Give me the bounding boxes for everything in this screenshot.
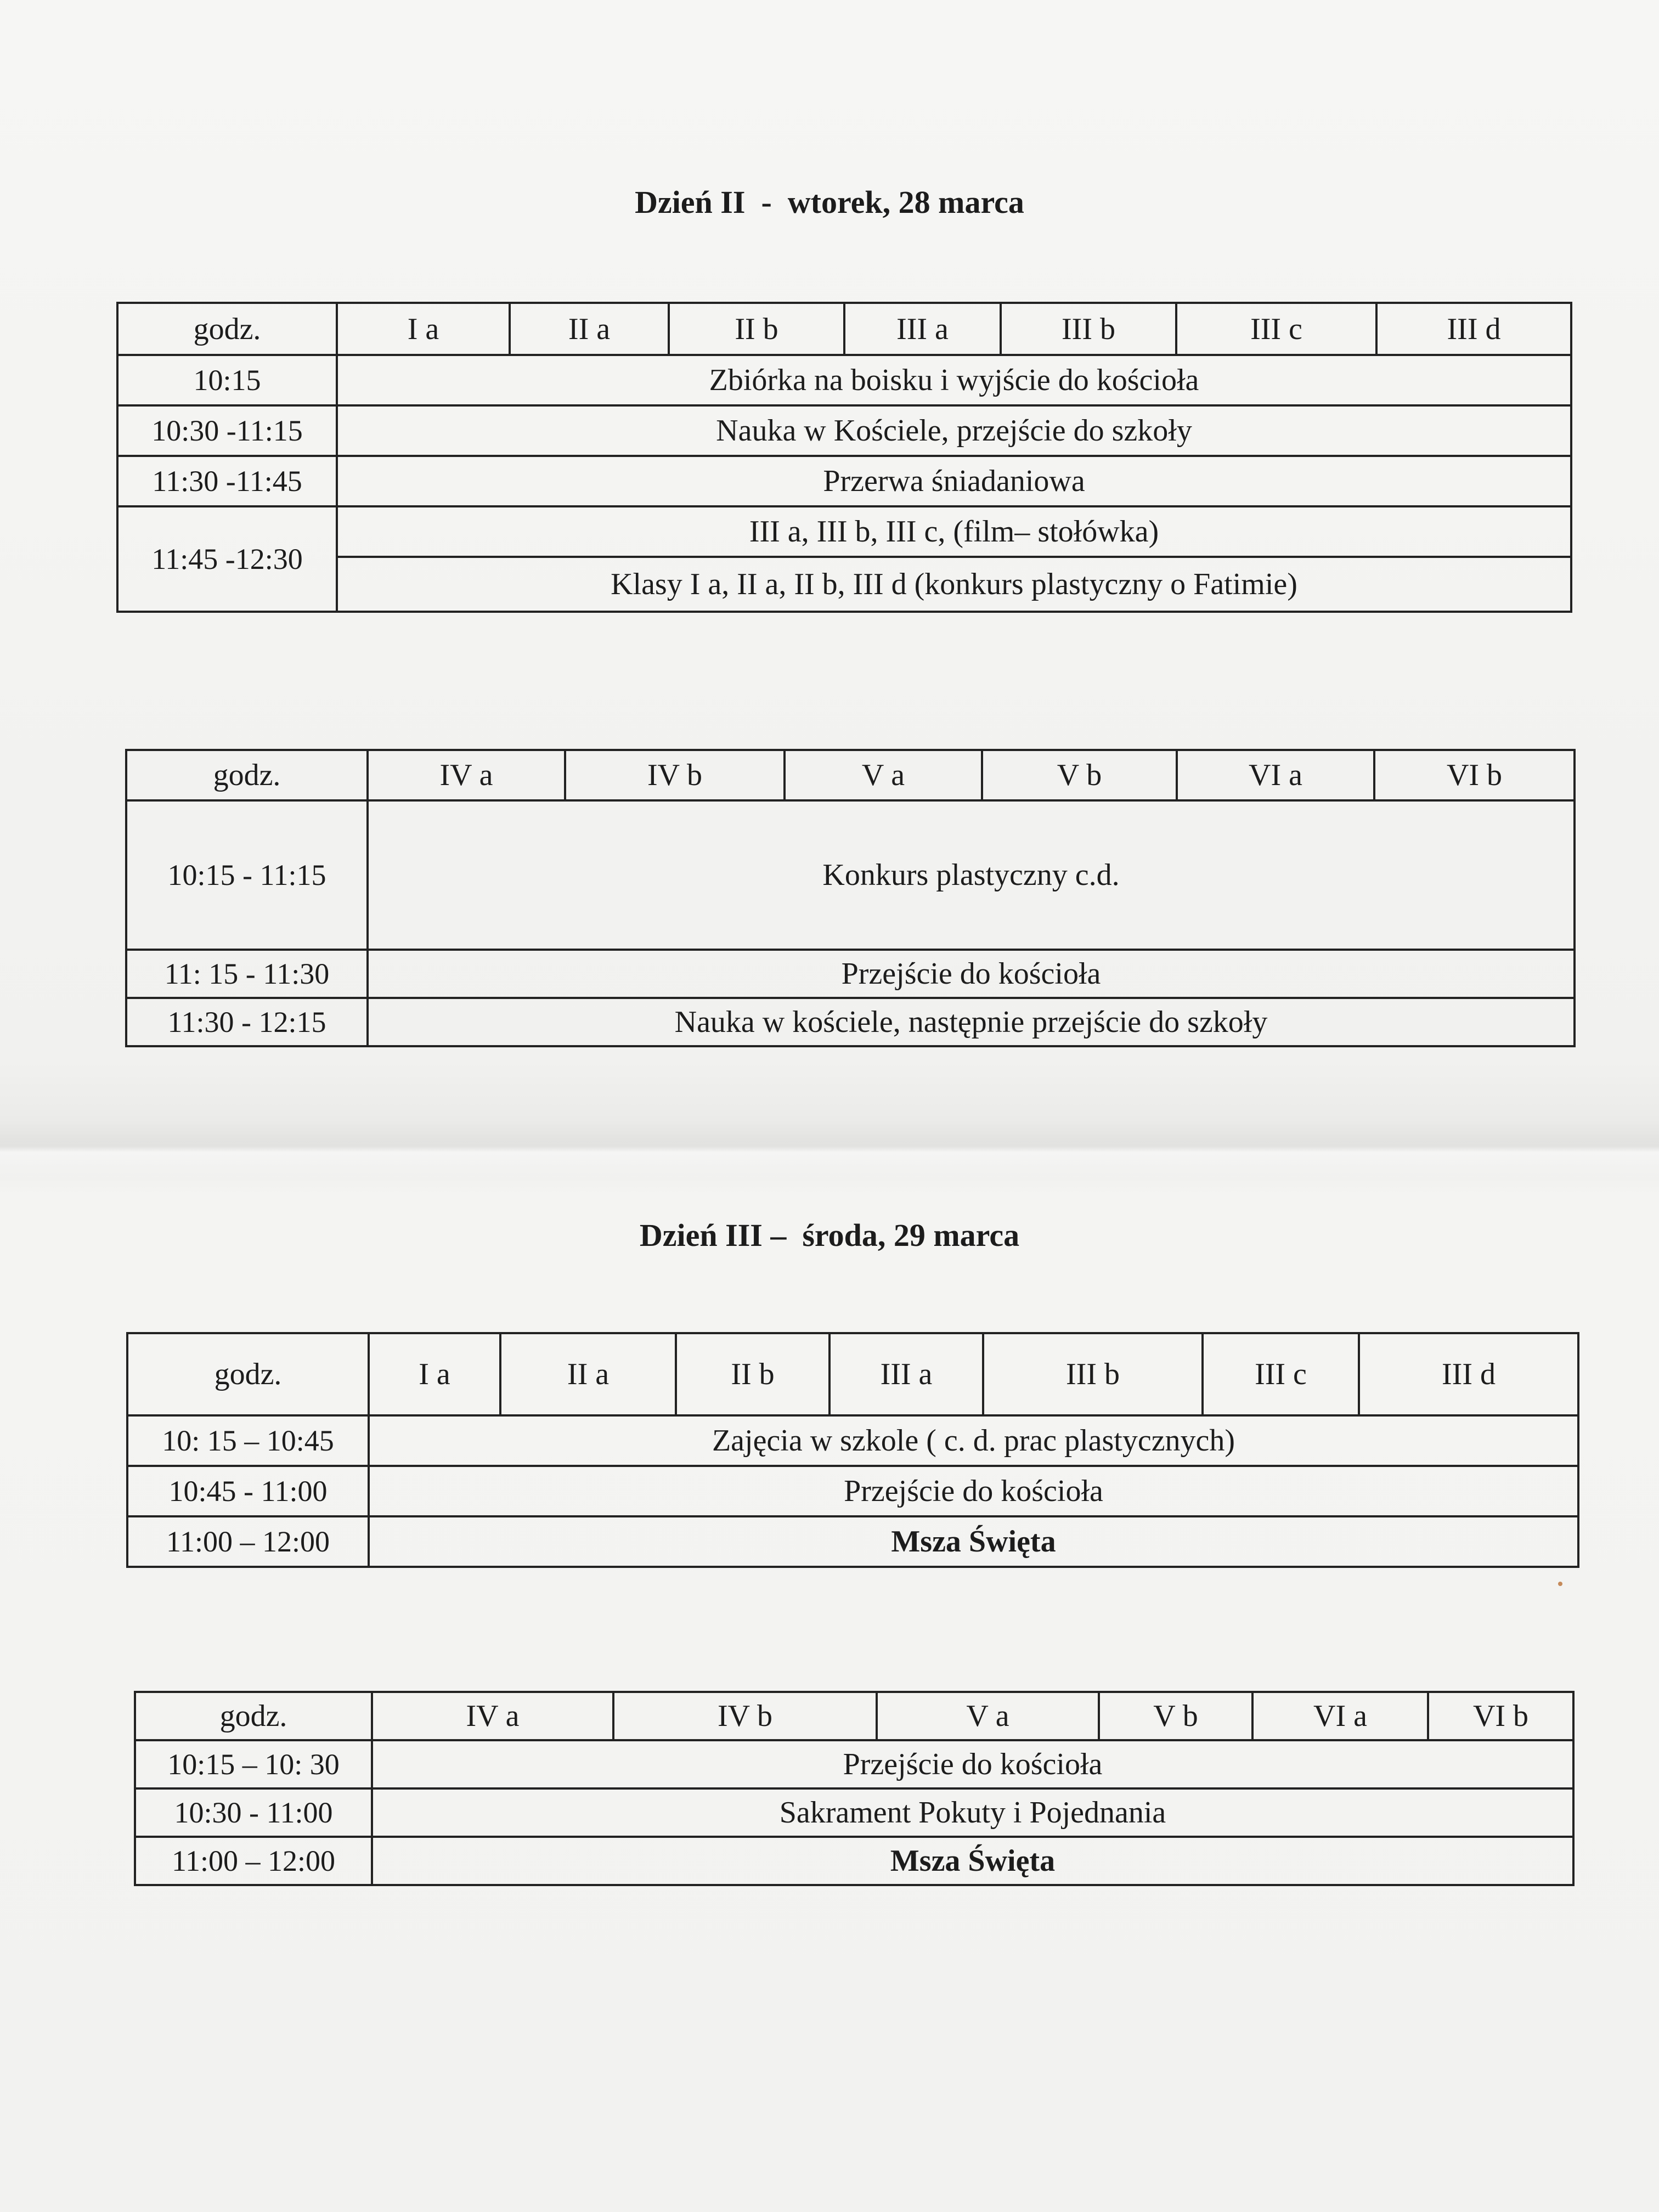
- header-cell: II b: [676, 1333, 830, 1415]
- header-row: [126, 750, 1575, 800]
- paper-speck: [1558, 1582, 1562, 1586]
- header-cell: VI b: [1428, 1692, 1573, 1740]
- time-cell: 11:45 -12:30: [117, 506, 337, 612]
- header-cell: III c: [1176, 303, 1376, 355]
- activity-cell: Przejście do kościoła: [368, 950, 1575, 998]
- header-cell: godz.: [135, 1692, 372, 1740]
- activity-cell: Przejście do kościoła: [372, 1740, 1573, 1788]
- header-cell: III c: [1203, 1333, 1359, 1415]
- header-row: [127, 1333, 1578, 1415]
- table-row: [117, 506, 1571, 557]
- header-cell: III d: [1376, 303, 1571, 355]
- table-row: [126, 950, 1575, 998]
- activity-cell: Konkurs plastyczny c.d.: [368, 800, 1575, 950]
- table-row: [117, 355, 1571, 405]
- table-row: [135, 1788, 1573, 1837]
- table-row: [127, 1466, 1578, 1516]
- table-row: [117, 405, 1571, 456]
- header-cell: V b: [982, 750, 1177, 800]
- table-row: [135, 1837, 1573, 1885]
- table-row: [127, 1516, 1578, 1567]
- header-cell: IV a: [372, 1692, 613, 1740]
- header-cell: III a: [844, 303, 1001, 355]
- time-cell: 11:00 – 12:00: [127, 1516, 369, 1567]
- day3-heading: Dzień III – środa, 29 marca: [639, 1217, 1020, 1253]
- activity-cell: III a, III b, III c, (film– stołówka): [337, 506, 1571, 557]
- header-row: [135, 1692, 1573, 1740]
- time-cell: 11:30 -11:45: [117, 456, 337, 506]
- header-row: [117, 303, 1571, 355]
- day2-schedule-grades-1-3: [116, 302, 1572, 613]
- header-cell: III b: [1001, 303, 1176, 355]
- time-cell: 10:30 - 11:00: [135, 1788, 372, 1837]
- header-cell: IV a: [368, 750, 565, 800]
- activity-cell: Zajęcia w szkole ( c. d. prac plastycznych): [369, 1415, 1578, 1466]
- table-row: [126, 998, 1575, 1046]
- day2-heading: Dzień II - wtorek, 28 marca: [635, 184, 1024, 220]
- activity-cell: Msza Święta: [369, 1516, 1578, 1567]
- day3-schedule-grades-4-6: [134, 1691, 1575, 1886]
- activity-cell: Nauka w kościele, następnie przejście do szkoły: [368, 998, 1575, 1046]
- header-cell: II a: [500, 1333, 676, 1415]
- day3-schedule-grades-1-3: [126, 1332, 1579, 1568]
- header-cell: III b: [983, 1333, 1203, 1415]
- table-row: [135, 1740, 1573, 1788]
- activity-cell: Msza Święta: [372, 1837, 1573, 1885]
- time-cell: 10:15: [117, 355, 337, 405]
- header-cell: V b: [1099, 1692, 1252, 1740]
- header-cell: II b: [669, 303, 844, 355]
- time-cell: 11:30 - 12:15: [126, 998, 368, 1046]
- header-cell: VI a: [1177, 750, 1374, 800]
- header-cell: III d: [1359, 1333, 1578, 1415]
- header-cell: IV b: [613, 1692, 877, 1740]
- header-cell: V a: [877, 1692, 1099, 1740]
- header-cell: IV b: [565, 750, 785, 800]
- time-cell: 10:45 - 11:00: [127, 1466, 369, 1516]
- time-cell: 10:15 - 11:15: [126, 800, 368, 950]
- header-cell: VI b: [1374, 750, 1575, 800]
- header-cell: III a: [830, 1333, 983, 1415]
- table-row: [127, 1415, 1578, 1466]
- header-cell: II a: [510, 303, 669, 355]
- header-cell: I a: [369, 1333, 500, 1415]
- header-cell: godz.: [126, 750, 368, 800]
- time-cell: 10: 15 – 10:45: [127, 1415, 369, 1466]
- activity-cell: Sakrament Pokuty i Pojednania: [372, 1788, 1573, 1837]
- header-cell: VI a: [1252, 1692, 1428, 1740]
- time-cell: 10:15 – 10: 30: [135, 1740, 372, 1788]
- time-cell: 11: 15 - 11:30: [126, 950, 368, 998]
- table-row: [117, 456, 1571, 506]
- header-cell: godz.: [127, 1333, 369, 1415]
- day2-schedule-grades-4-6: [125, 749, 1576, 1047]
- activity-cell: Zbiórka na boisku i wyjście do kościoła: [337, 355, 1571, 405]
- header-cell: godz.: [117, 303, 337, 355]
- activity-cell: Klasy I a, II a, II b, III d (konkurs plastyczny o Fatimie): [337, 557, 1571, 612]
- table-row: [126, 800, 1575, 950]
- activity-cell: Nauka w Kościele, przejście do szkoły: [337, 405, 1571, 456]
- paper-fold: [0, 1119, 1659, 1180]
- activity-cell: Przejście do kościoła: [369, 1466, 1578, 1516]
- header-cell: V a: [785, 750, 982, 800]
- header-cell: I a: [337, 303, 510, 355]
- activity-cell: Przerwa śniadaniowa: [337, 456, 1571, 506]
- time-cell: 11:00 – 12:00: [135, 1837, 372, 1885]
- time-cell: 10:30 -11:15: [117, 405, 337, 456]
